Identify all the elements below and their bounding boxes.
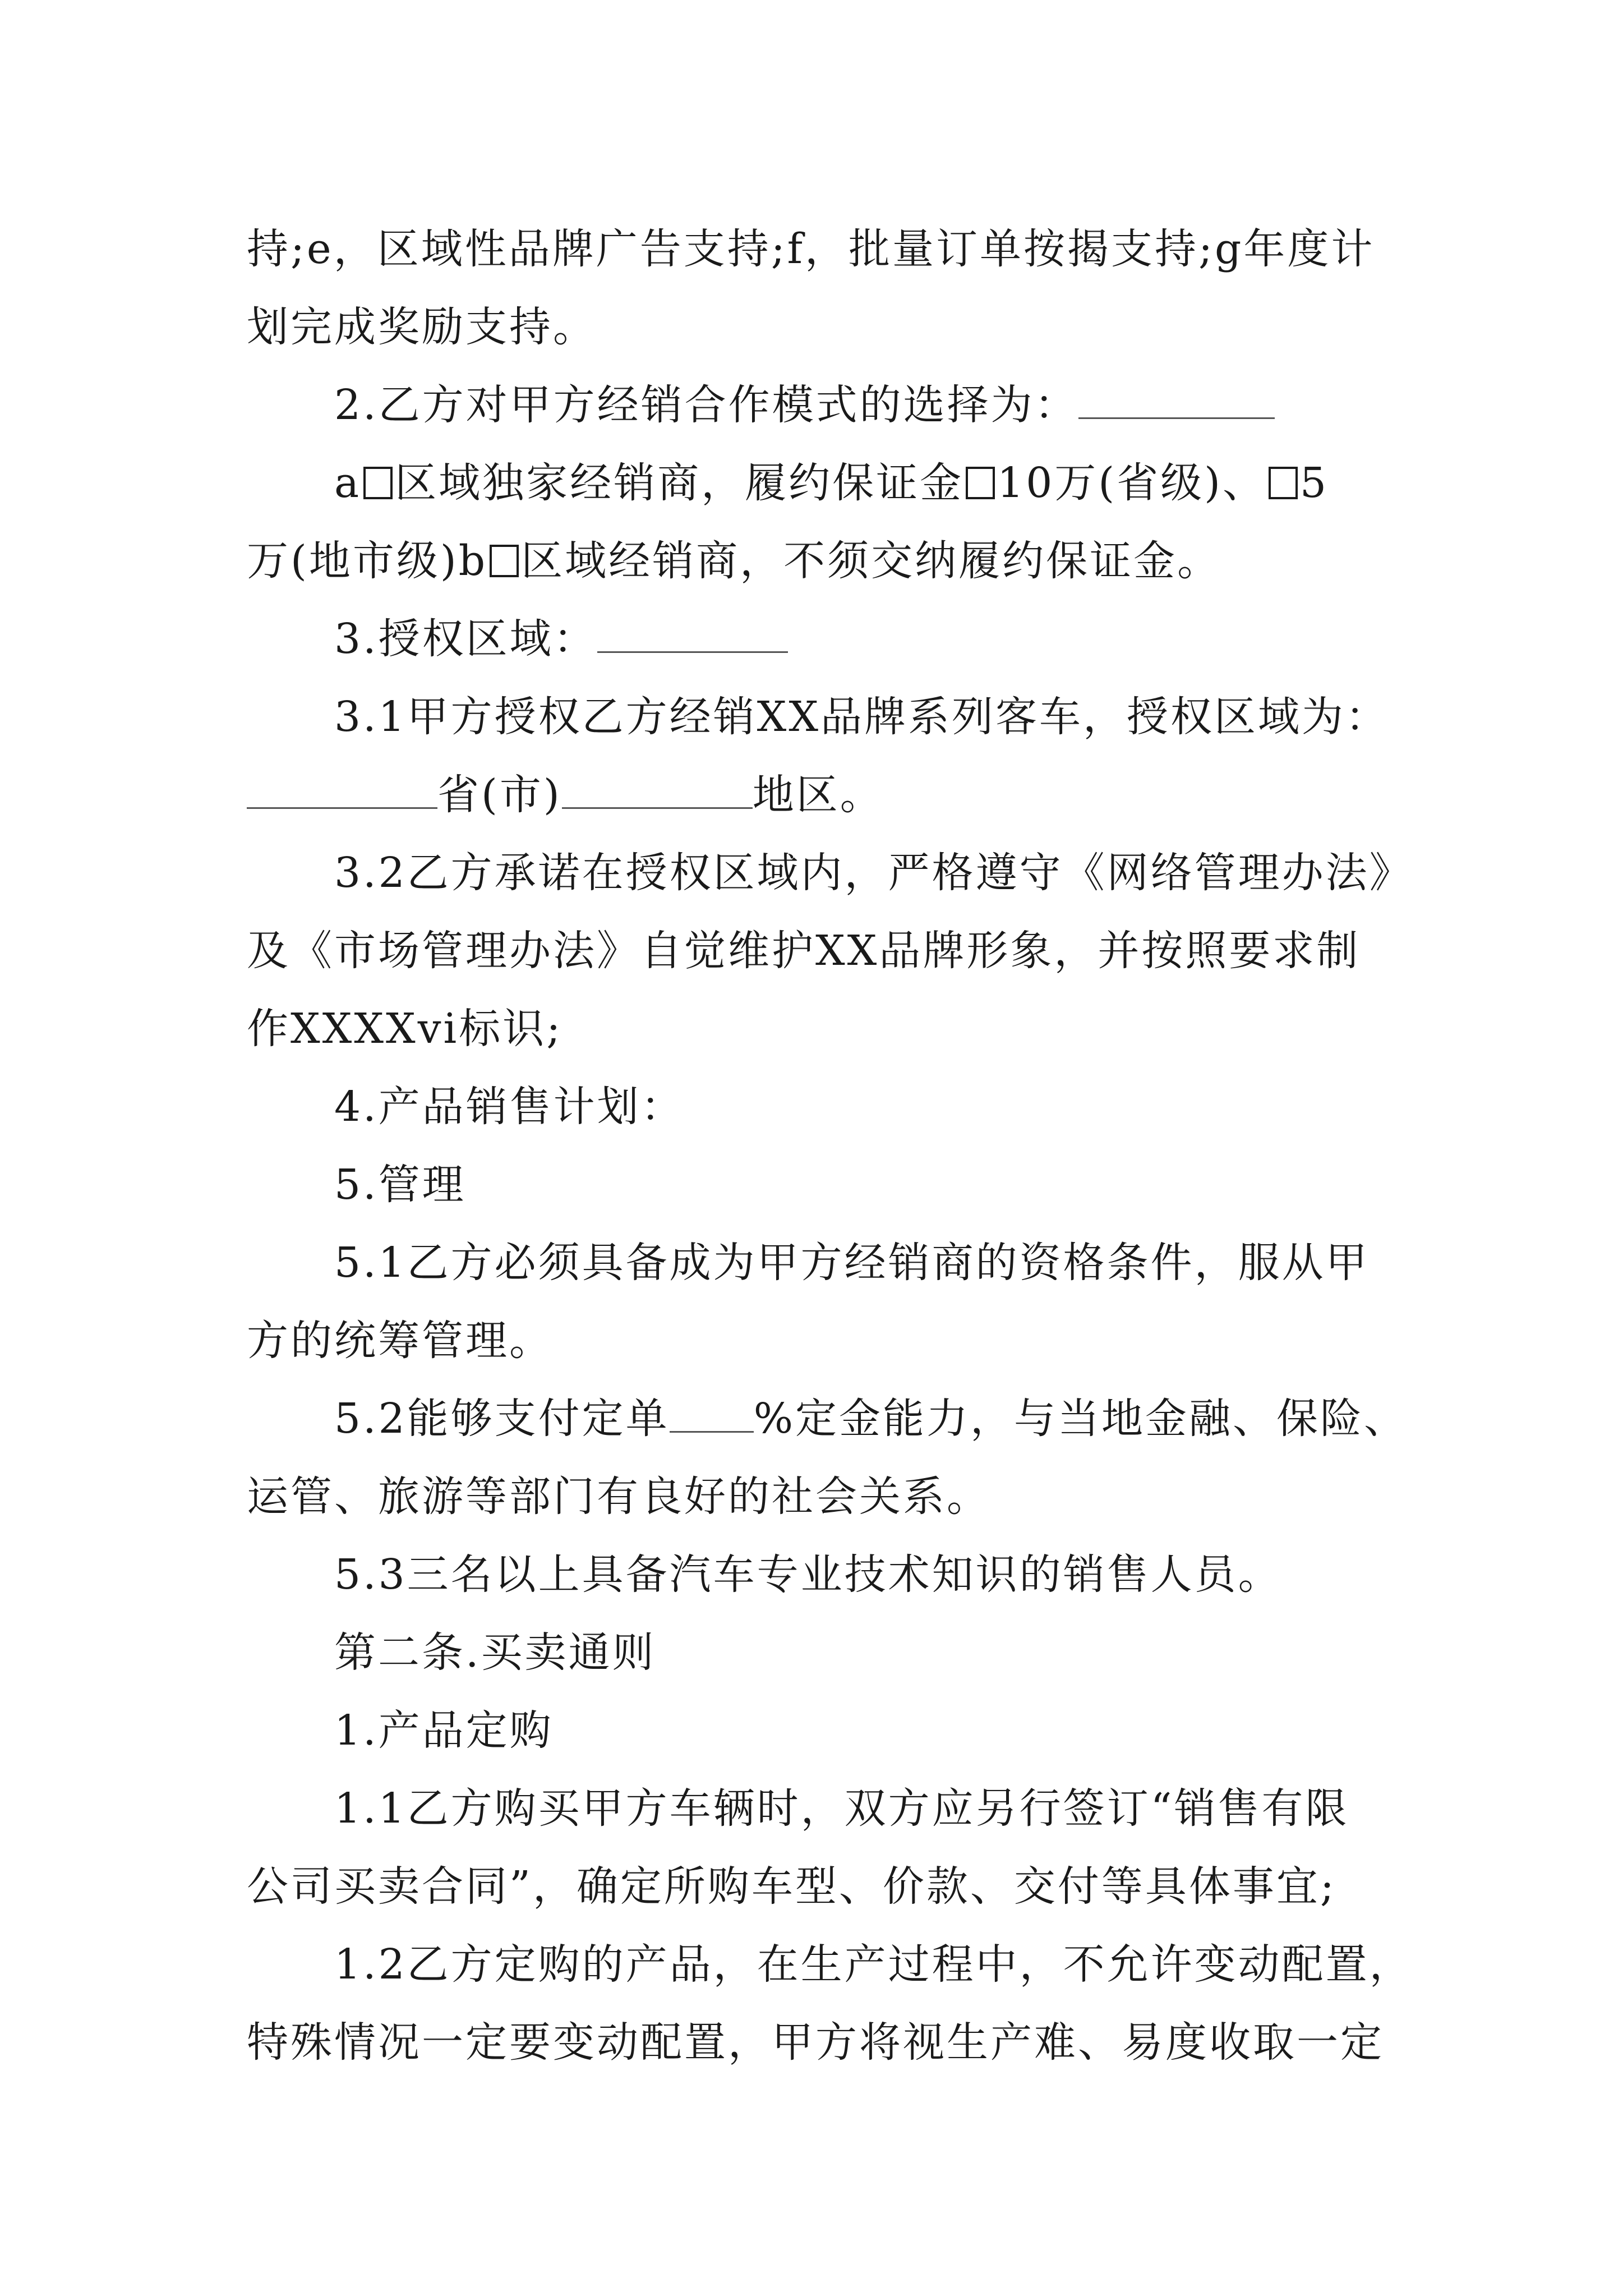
paragraph-line: 运管、旅游等部门有良好的社会关系。	[247, 1473, 990, 1521]
paragraph-line: 省(市) 地区。	[247, 756, 1391, 834]
section-heading: 1.产品定购	[334, 1706, 554, 1755]
paragraph-line: 及《市场管理办法》自觉维护XX品牌形象，并按照要求制	[247, 927, 1361, 975]
section-heading: 5.管理	[334, 1161, 466, 1209]
paragraph-line: 5.3三名以上具备汽车专业技术知识的销售人员。	[334, 1550, 1282, 1599]
checkbox[interactable]	[966, 467, 995, 499]
paragraph-line: 3.1甲方授权乙方经销XX品牌系列客车，授权区域为：	[334, 693, 1390, 741]
paragraph-line: 1.1乙方购买甲方车辆时，双方应另行签订“销售有限	[334, 1784, 1349, 1833]
fill-in-blank[interactable]	[562, 774, 753, 809]
paragraph-line: 公司买卖合同”，确定所购车型、价款、交付等具体事宜;	[247, 1862, 1336, 1911]
paragraph-line: 方的统筹管理。	[247, 1317, 553, 1365]
fill-in-blank[interactable]	[597, 618, 788, 653]
paragraph-line: 5.2能够支付定单 %定金能力，与当地金融、保险、	[334, 1395, 1408, 1443]
checkbox[interactable]	[1269, 467, 1298, 499]
paragraph-line: 5.1乙方必须具备成为甲方经销商的资格条件，服从甲	[334, 1239, 1370, 1287]
checkbox[interactable]	[490, 545, 519, 577]
paragraph-line: a 区域独家经销商，履约保证金 10万(省级)、 5	[334, 459, 1329, 507]
paragraph-line: 1.2乙方定购的产品，在生产过程中，不允许变动配置，	[334, 1940, 1413, 1989]
paragraph-line: 持;e，区域性品牌广告支持;f，批量订单按揭支持;g年度计	[247, 225, 1375, 273]
document-page	[247, 210, 1413, 2082]
section-heading: 第二条.买卖通则	[334, 1628, 656, 1677]
paragraph-line: 2.乙方对甲方经销合作模式的选择为：	[247, 366, 1391, 444]
paragraph-line: 3.授权区域：	[247, 600, 1391, 678]
paragraph-line: 4.产品销售计划：	[334, 1083, 685, 1131]
paragraph-line: 作XXXXvi标识;	[247, 1005, 563, 1053]
paragraph-line: 万(地市级)b 区域经销商，不须交纳履约保证金。	[247, 537, 1221, 585]
fill-in-blank[interactable]	[1078, 384, 1275, 419]
paragraph-line: 划完成奖励支持。	[247, 303, 597, 351]
paragraph-line: 3.2乙方承诺在授权区域内，严格遵守《网络管理办法》	[334, 849, 1413, 897]
paragraph-line: 特殊情况一定要变动配置，甲方将视生产难、易度收取一定	[247, 2018, 1384, 2067]
fill-in-blank[interactable]	[670, 1397, 754, 1433]
fill-in-blank[interactable]	[247, 774, 437, 809]
checkbox[interactable]	[363, 467, 393, 499]
